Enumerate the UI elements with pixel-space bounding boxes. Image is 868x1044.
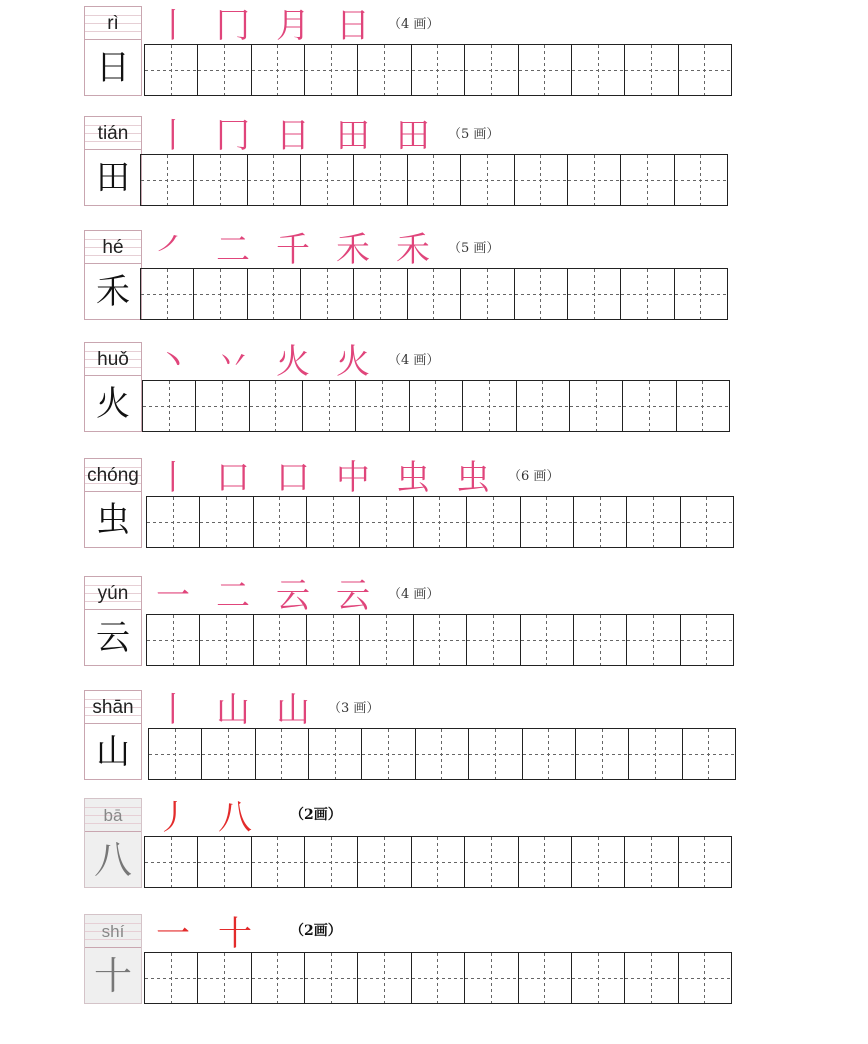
- practice-row: [84, 798, 744, 898]
- writing-cell[interactable]: [149, 729, 202, 779]
- writing-cell[interactable]: [623, 381, 676, 431]
- writing-cell[interactable]: [414, 615, 467, 665]
- pinyin-label: tián: [85, 117, 141, 150]
- writing-cell[interactable]: [465, 953, 518, 1003]
- writing-cell[interactable]: [467, 615, 520, 665]
- writing-cell[interactable]: [147, 615, 200, 665]
- tianzige-grid[interactable]: [140, 268, 728, 320]
- stroke-step: 日: [336, 5, 370, 46]
- stroke-step: 禾: [396, 229, 430, 270]
- character-glyph: 田: [96, 158, 130, 198]
- stroke-order: [156, 226, 500, 270]
- writing-cell[interactable]: [523, 729, 576, 779]
- character-card: [84, 458, 142, 548]
- writing-cell[interactable]: [305, 953, 358, 1003]
- writing-cell[interactable]: [200, 615, 253, 665]
- writing-cell[interactable]: [200, 497, 253, 547]
- character-card: [84, 116, 142, 206]
- writing-cell[interactable]: [519, 953, 572, 1003]
- writing-cell[interactable]: [360, 615, 413, 665]
- character-card: [84, 6, 142, 96]
- stroke-step: 田: [396, 115, 430, 156]
- writing-cell[interactable]: [568, 155, 621, 205]
- pinyin-label: chóng: [85, 459, 141, 492]
- writing-cell[interactable]: [408, 155, 461, 205]
- stroke-step: 丨: [156, 689, 190, 730]
- writing-cell[interactable]: [677, 381, 729, 431]
- character-glyph: 十: [93, 954, 132, 998]
- writing-cell[interactable]: [309, 729, 362, 779]
- character-glyph: 山: [96, 732, 130, 772]
- writing-cell[interactable]: [307, 497, 360, 547]
- writing-cell[interactable]: [305, 45, 358, 95]
- writing-cell[interactable]: [576, 729, 629, 779]
- writing-cell[interactable]: [362, 729, 415, 779]
- writing-cell[interactable]: [627, 497, 680, 547]
- writing-cell[interactable]: [358, 45, 411, 95]
- stroke-step: 丨: [156, 5, 190, 46]
- writing-cell[interactable]: [254, 615, 307, 665]
- writing-cell[interactable]: [625, 45, 678, 95]
- stroke-step: 丨: [156, 457, 190, 498]
- writing-cell[interactable]: [356, 381, 409, 431]
- writing-cell[interactable]: [572, 953, 625, 1003]
- writing-cell[interactable]: [256, 729, 309, 779]
- stroke-step: 禾: [336, 229, 370, 270]
- character-card: [84, 230, 142, 320]
- writing-cell[interactable]: [625, 953, 678, 1003]
- writing-cell[interactable]: [463, 381, 516, 431]
- stroke-step: 火: [336, 341, 370, 382]
- writing-cell[interactable]: [681, 497, 733, 547]
- stroke-step: 山: [216, 689, 250, 730]
- writing-cell[interactable]: [145, 45, 198, 95]
- pinyin-label: shān: [85, 691, 141, 724]
- character-card: [84, 798, 142, 888]
- writing-cell[interactable]: [679, 953, 731, 1003]
- stroke-count: （4 画）: [388, 16, 440, 32]
- practice-row: [84, 914, 744, 1014]
- writing-cell[interactable]: [572, 45, 625, 95]
- writing-cell[interactable]: [621, 155, 674, 205]
- writing-cell[interactable]: [521, 497, 574, 547]
- writing-cell[interactable]: [198, 837, 251, 887]
- writing-cell[interactable]: [627, 615, 680, 665]
- writing-cell[interactable]: [358, 953, 411, 1003]
- stroke-step: 丨: [156, 115, 190, 156]
- writing-cell[interactable]: [683, 729, 735, 779]
- writing-cell[interactable]: [254, 497, 307, 547]
- character-glyph: 火: [96, 384, 130, 424]
- writing-cell[interactable]: [675, 155, 727, 205]
- writing-cell[interactable]: [412, 45, 465, 95]
- writing-cell[interactable]: [465, 45, 518, 95]
- writing-cell[interactable]: [248, 155, 301, 205]
- writing-cell[interactable]: [194, 269, 247, 319]
- writing-cell[interactable]: [145, 837, 198, 887]
- writing-cell[interactable]: [358, 837, 411, 887]
- writing-cell[interactable]: [465, 837, 518, 887]
- stroke-step: 千: [276, 229, 310, 270]
- pinyin-label: shí: [85, 915, 141, 948]
- stroke-order: [156, 794, 342, 838]
- practice-row: [84, 576, 744, 676]
- writing-cell[interactable]: [412, 953, 465, 1003]
- stroke-count: （3 画）: [328, 700, 380, 716]
- tianzige-grid[interactable]: [146, 496, 734, 548]
- pinyin-label: bā: [85, 799, 141, 832]
- writing-cell[interactable]: [519, 837, 572, 887]
- stroke-step: 一: [156, 913, 190, 954]
- pinyin-label: hé: [85, 231, 141, 264]
- writing-cell[interactable]: [196, 381, 249, 431]
- character-card: [84, 914, 142, 1004]
- writing-cell[interactable]: [301, 269, 354, 319]
- stroke-step: 月: [276, 5, 310, 46]
- stroke-count: （2画）: [290, 807, 342, 823]
- character-glyph: 日: [96, 48, 130, 88]
- writing-cell[interactable]: [574, 497, 627, 547]
- tianzige-grid[interactable]: [144, 836, 732, 888]
- writing-cell[interactable]: [194, 155, 247, 205]
- writing-cell[interactable]: [198, 45, 251, 95]
- character-glyph: 禾: [96, 272, 130, 312]
- writing-cell[interactable]: [621, 269, 674, 319]
- writing-cell[interactable]: [360, 497, 413, 547]
- writing-cell[interactable]: [408, 269, 461, 319]
- stroke-order: [156, 686, 380, 730]
- stroke-step: 二: [216, 575, 250, 616]
- stroke-order: [156, 2, 440, 46]
- practice-row: [84, 116, 744, 216]
- writing-cell[interactable]: [675, 269, 727, 319]
- writing-cell[interactable]: [467, 497, 520, 547]
- stroke-step: ㇒: [156, 229, 190, 270]
- character-glyph: 虫: [96, 500, 130, 540]
- writing-cell[interactable]: [568, 269, 621, 319]
- stroke-order: [156, 112, 500, 156]
- stroke-step: 日: [276, 115, 310, 156]
- stroke-step: 云: [276, 575, 310, 616]
- stroke-step: 口: [276, 457, 310, 498]
- writing-cell[interactable]: [515, 269, 568, 319]
- stroke-step: 虫: [456, 457, 490, 498]
- stroke-step: 丿: [156, 797, 190, 838]
- stroke-order: [156, 338, 440, 382]
- stroke-count: （5 画）: [448, 240, 500, 256]
- writing-cell[interactable]: [354, 269, 407, 319]
- character-glyph: 八: [93, 838, 132, 882]
- writing-cell[interactable]: [515, 155, 568, 205]
- writing-cell[interactable]: [202, 729, 255, 779]
- writing-cell[interactable]: [145, 953, 198, 1003]
- stroke-order: [156, 572, 440, 616]
- writing-cell[interactable]: [572, 837, 625, 887]
- stroke-step: 山: [276, 689, 310, 730]
- pinyin-label: huǒ: [85, 343, 141, 376]
- stroke-count: （2画）: [290, 923, 342, 939]
- writing-cell[interactable]: [252, 837, 305, 887]
- writing-cell[interactable]: [250, 381, 303, 431]
- writing-cell[interactable]: [679, 45, 731, 95]
- stroke-step: 二: [216, 229, 250, 270]
- stroke-step: 虫: [396, 457, 430, 498]
- writing-cell[interactable]: [625, 837, 678, 887]
- practice-row: [84, 458, 744, 558]
- character-card: [84, 576, 142, 666]
- stroke-step: 口: [216, 457, 250, 498]
- stroke-step: 火: [276, 341, 310, 382]
- writing-cell[interactable]: [461, 155, 514, 205]
- stroke-step: 八: [218, 797, 252, 838]
- writing-cell[interactable]: [570, 381, 623, 431]
- writing-cell[interactable]: [412, 837, 465, 887]
- stroke-step: 冂: [216, 5, 250, 46]
- writing-cell[interactable]: [679, 837, 731, 887]
- writing-cell[interactable]: [517, 381, 570, 431]
- writing-cell[interactable]: [198, 953, 251, 1003]
- stroke-count: （6 画）: [508, 468, 560, 484]
- tianzige-grid[interactable]: [142, 380, 730, 432]
- practice-row: [84, 230, 744, 330]
- practice-row: [84, 6, 744, 106]
- writing-cell[interactable]: [414, 497, 467, 547]
- character-glyph: 云: [96, 618, 130, 658]
- writing-cell[interactable]: [416, 729, 469, 779]
- writing-cell[interactable]: [147, 497, 200, 547]
- stroke-step: 冂: [216, 115, 250, 156]
- stroke-count: （5 画）: [448, 126, 500, 142]
- pinyin-label: yún: [85, 577, 141, 610]
- writing-cell[interactable]: [143, 381, 196, 431]
- writing-cell[interactable]: [141, 269, 194, 319]
- stroke-step: 丶: [156, 341, 190, 382]
- tianzige-grid[interactable]: [144, 44, 732, 96]
- writing-cell[interactable]: [519, 45, 572, 95]
- tianzige-grid[interactable]: [140, 154, 728, 206]
- writing-cell[interactable]: [461, 269, 514, 319]
- writing-cell[interactable]: [410, 381, 463, 431]
- writing-cell[interactable]: [252, 953, 305, 1003]
- writing-cell[interactable]: [629, 729, 682, 779]
- writing-cell[interactable]: [303, 381, 356, 431]
- writing-cell[interactable]: [305, 837, 358, 887]
- writing-cell[interactable]: [521, 615, 574, 665]
- writing-cell[interactable]: [141, 155, 194, 205]
- stroke-order: [156, 910, 342, 954]
- stroke-count: （4 画）: [388, 586, 440, 602]
- character-card: [84, 342, 142, 432]
- writing-cell[interactable]: [248, 269, 301, 319]
- tianzige-grid[interactable]: [144, 952, 732, 1004]
- stroke-step: 中: [336, 457, 370, 498]
- stroke-order: [156, 454, 560, 498]
- stroke-step: 云: [336, 575, 370, 616]
- tianzige-grid[interactable]: [148, 728, 736, 780]
- practice-row: [84, 342, 744, 442]
- stroke-step: 一: [156, 575, 190, 616]
- character-card: [84, 690, 142, 780]
- stroke-step: 十: [218, 913, 252, 954]
- writing-cell[interactable]: [574, 615, 627, 665]
- tianzige-grid[interactable]: [146, 614, 734, 666]
- stroke-count: （4 画）: [388, 352, 440, 368]
- writing-cell[interactable]: [252, 45, 305, 95]
- stroke-step: 田: [336, 115, 370, 156]
- pinyin-label: rì: [85, 7, 141, 40]
- writing-cell[interactable]: [469, 729, 522, 779]
- writing-cell[interactable]: [301, 155, 354, 205]
- stroke-step: 丷: [216, 341, 250, 382]
- practice-row: [84, 690, 744, 790]
- writing-cell[interactable]: [307, 615, 360, 665]
- writing-cell[interactable]: [354, 155, 407, 205]
- writing-cell[interactable]: [681, 615, 733, 665]
